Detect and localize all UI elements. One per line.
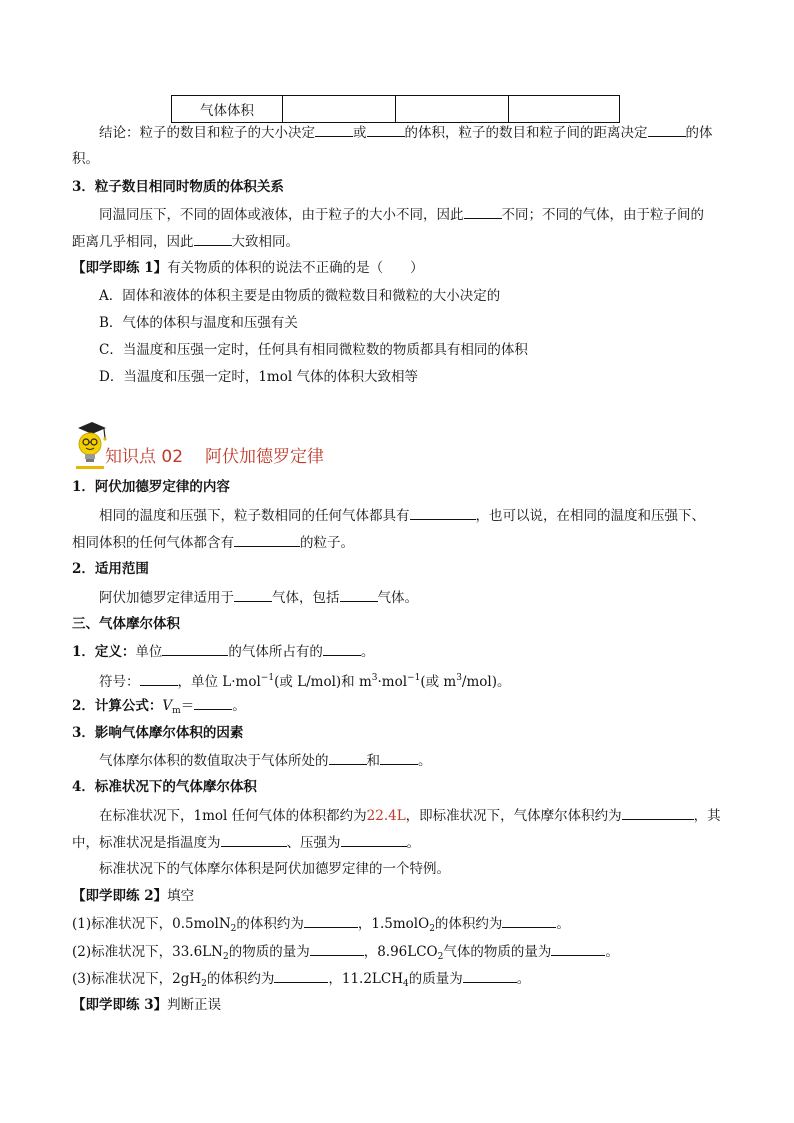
blank [221,832,287,847]
paragraph-line [99,805,721,826]
table-row-label: 气体体积 [172,96,283,123]
table-cell-empty [509,96,620,123]
text: 和 [366,753,380,769]
text: ，单位 L·mol [177,674,261,690]
subscript: 2 [230,924,237,934]
text: 填空 [167,888,195,904]
text: 气体，包括 [272,590,340,606]
text: 相同的温度和压强下，粒子数相同的任何气体都具有 [99,508,410,524]
blank [140,671,178,686]
section-title: 2．适用范围 [72,561,149,577]
option-a: A．固体和液体的体积主要是由物质的微粒数目和微粒的大小决定的 [99,288,501,304]
paragraph-line [99,505,705,526]
option-c: C．当温度和压强一定时，任何具有相同微粒数的物质都具有相同的体积 [99,342,528,358]
gas-volume-table [171,95,620,123]
text: ＝ [180,698,195,714]
knowledge-point-label: 知识点 02 [105,447,184,467]
formula-line [72,695,246,721]
section-title: 4．标准状况下的气体摩尔体积 [72,779,257,795]
text: (1)标准状况下，0.5molN [72,916,231,932]
text: 符号： [99,674,140,690]
subscript: 2 [437,952,444,962]
blank [551,941,605,956]
blank [410,505,476,520]
paragraph-line: 标准状况下的气体摩尔体积是阿伏加德罗定律的一个特例。 [99,861,450,877]
text: 的物质的量为 [228,944,310,960]
header-underline [76,466,104,469]
text: 的体积，粒子的数目和粒子间的距离决定 [404,125,648,141]
subscript: 2 [222,952,229,962]
table-cell-empty [283,96,396,123]
blank [274,968,328,983]
text: 中，标准状况是指温度为 [72,835,221,851]
blank [162,641,228,656]
superscript: 3 [371,673,378,683]
text: 气体摩尔体积的数值取决于气体所处的 [99,753,329,769]
text: 相同体积的任何气体都含有 [72,535,234,551]
section-title: 1．阿伏加德罗定律的内容 [72,479,230,495]
text: 的体 [685,125,713,141]
text: 大致相同。 [231,234,299,250]
text: 的体积约为 [236,916,304,932]
text: (2)标准状况下，33.6LN [72,944,223,960]
paragraph-line [72,532,354,553]
section-title: 3．粒子数目相同时物质的体积关系 [72,179,284,195]
exercise-tag: 【即学即练 3】 [72,997,168,1013]
text: 、压强为 [286,835,341,851]
superscript: −1 [260,673,275,683]
option-d: D．当温度和压强一定时，1mol 气体的体积大致相等 [99,369,418,385]
text: 。 [605,944,619,960]
conclusion-line-2: 积。 [72,151,99,167]
table-cell-empty [396,96,509,123]
symbol-line [99,668,510,692]
text: ，其 [693,808,721,824]
text: 气体。 [377,590,418,606]
text: 。 [516,971,531,987]
text: 2．计算公式： [72,698,163,714]
blank [463,968,517,983]
text: 单位 [135,644,163,660]
text: ，即标准状况下，气体摩尔体积约为 [405,808,622,824]
blank [234,532,300,547]
superscript: 3 [456,673,462,683]
text: 阿伏加德罗定律适用于 [99,590,234,606]
lightbulb-graduate-icon [74,420,108,466]
text: ，1.5molO [357,916,430,932]
definition-line [72,641,374,662]
blank [194,695,232,710]
text: (或 m [420,674,457,690]
blank [367,122,405,137]
option-b: B．气体的体积与温度和压强有关 [99,315,298,331]
text: 同温同压下，不同的固体或液体，由于粒子的大小不同，因此 [99,207,464,223]
knowledge-point-name: 阿伏加德罗定律 [205,447,325,467]
blank [310,941,364,956]
blank [464,204,502,219]
text: 。 [360,644,375,660]
text: 。 [556,916,570,932]
blank [194,231,232,246]
blank [341,832,407,847]
knowledge-point-header [74,420,374,468]
text: 1．定义： [72,644,136,660]
text: (或 L/mol)和 m [274,674,372,690]
text: 的粒子。 [300,535,354,551]
text: 或 [353,125,367,141]
text: ·mol [377,674,408,690]
blank [340,587,378,602]
text: 有关物质的体积的说法不正确的是（ ） [167,260,424,276]
superscript: −1 [407,673,421,683]
blank [234,587,272,602]
text: 的气体所占有的 [228,644,323,660]
paragraph-line [99,750,432,771]
exercise-1-question [72,258,424,278]
paragraph-line [72,832,420,853]
subscript: 2 [429,924,435,934]
text: 的体积约为 [434,916,503,932]
table-row [172,96,620,123]
subscript: m [172,706,181,716]
text: /mol)。 [461,674,511,690]
conclusion-line-1 [99,122,713,143]
text: ，也可以说，在相同的温度和压强下、 [475,508,705,524]
exercise-2-q1 [72,913,570,939]
paragraph-line [99,204,704,225]
blank [380,750,418,765]
paragraph-line [99,587,418,608]
text: 气体的物质的量为 [443,944,552,960]
exercise-2-q3 [72,968,530,994]
section-title: 3．影响气体摩尔体积的因素 [72,725,244,741]
blank [648,122,686,137]
exercise-tag: 【即学即练 2】 [72,888,168,904]
text: 。 [418,753,432,769]
text: ，8.96LCO [363,944,438,960]
exercise-tag: 【即学即练 1】 [72,260,168,276]
exercise-2-q2 [72,941,619,967]
section-title: 三、气体摩尔体积 [72,616,180,632]
text: 结论：粒子的数目和粒子的大小决定 [99,125,315,141]
blank [622,805,694,820]
exercise-3-header [72,995,221,1015]
blank [315,122,353,137]
blank [329,750,367,765]
text: 。 [406,835,420,851]
subscript: 4 [403,979,409,989]
blank [323,641,361,656]
text: 距离几乎相同，因此 [72,234,194,250]
blank [304,913,358,928]
text: 的体积约为 [206,971,275,987]
text: 不同；不同的气体，由于粒子间的 [501,207,704,223]
exercise-2-header [72,886,194,906]
text: ，11.2LCH [328,971,404,987]
text: 判断正误 [167,997,222,1013]
subscript: 2 [201,979,207,989]
highlight-value: 22.4L [366,808,406,824]
paragraph-line [72,231,299,252]
text: (3)标准状况下，2gH [72,971,202,987]
text: V [162,698,173,714]
knowledge-point-title [105,442,324,467]
text: 在标准状况下，1mol 任何气体的体积都约为 [99,808,367,824]
text: 的质量为 [408,971,463,987]
text: 。 [232,698,246,714]
blank [502,913,556,928]
